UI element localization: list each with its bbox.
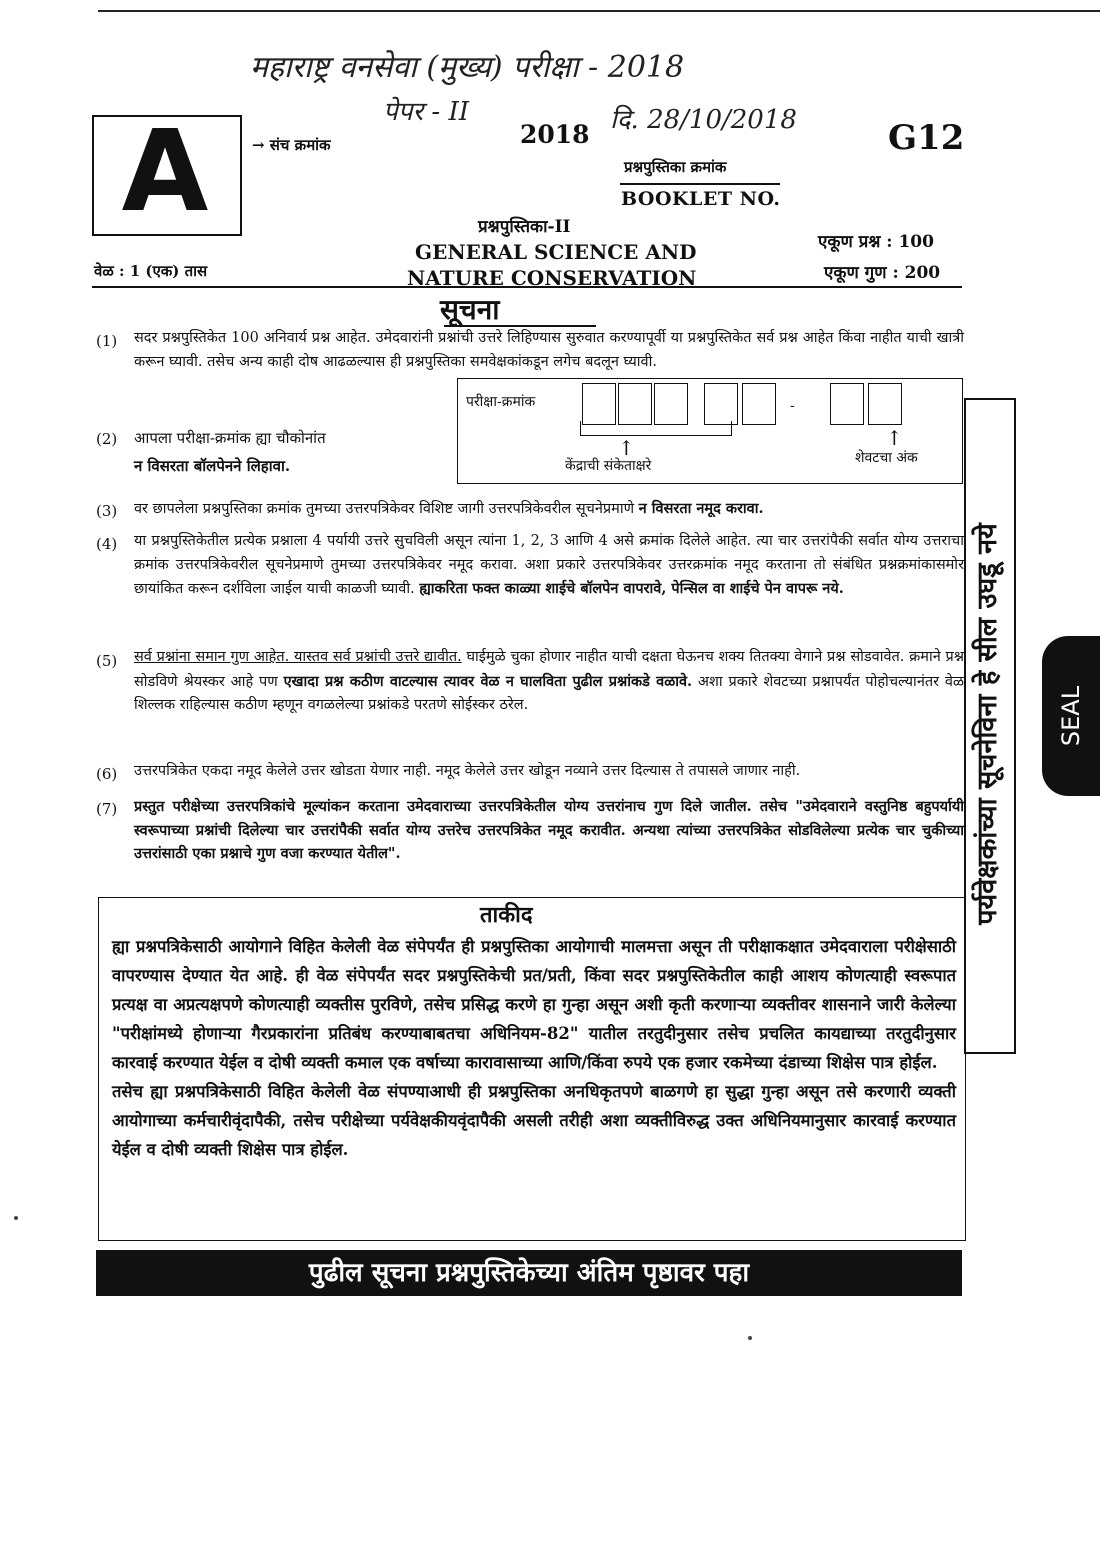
scan-speck <box>14 1216 18 1220</box>
instruction-text: सदर प्रश्नपुस्तिकेत 100 अनिवार्य प्रश्न आहेत. उमेदवारांनी प्रश्नांची उत्तरे लिहिण्यास सुरुवात करण्यापूर्वी या प्रश्नपुस्तिकेत सर्व प्रश्न आहेत किंवा नाहीत याची खात्री करून घ्यावी. तसेच अन्य काही दोष आढळल्यास ही प्रश्नपुस्तिका समवेक्षकांकडून लगेच बदलून घ्यावी. <box>134 330 964 370</box>
total-marks: एकूण गुण : 200 <box>824 263 941 283</box>
item-number: (5) <box>96 652 118 670</box>
instruction-text: वर छापलेला प्रश्नपुस्तिका क्रमांक तुमच्या उत्तरपत्रिकेवर विशिष्ट जागी उत्तरपत्रिकेवरील सूचनेप्रमाणे <box>134 501 639 517</box>
seal-instruction-text: पर्यवेक्षकांच्या सूचनेविना हे सील उघडू नये <box>972 523 1003 925</box>
instruction-text: प्रस्तुत परीक्षेच्या उत्तरपत्रिकांचे मूल्यांकन करताना उमेदवाराच्या उत्तरपत्रिकेतील योग्य उत्तरांनाच गुण दिले जातील. तसेच "उमेदवाराने वस्तुनिष्ठ बहुपर्यायी स्वरूपाच्या प्रश्नांची दिलेल्या चार उत्तरांपैकी सर्वात योग्य उत्तरेच उत्तरपत्रिकेत नमूद करावीत. अन्यथा त्यांच्या उत्तरपत्रिकेत सोडविलेल्या प्रत्येक चार चुकीच्या उत्तरांसाठी एका प्रश्नाचे गुण वजा करण्यात येतील". <box>134 798 964 862</box>
paper-code: G12 <box>888 118 965 158</box>
paper-name: प्रश्नपुस्तिका-II <box>478 217 571 237</box>
instruction-text: उत्तरपत्रिकेत एकदा नमूद केलेले उत्तर खोडता येणार नाही. नमूद केलेले उत्तर खोडून नव्याने उत्तर दिल्यास ते तपासले जाणार नाही. <box>134 763 801 779</box>
exam-year: 2018 <box>520 120 590 149</box>
footer-banner: पुढील सूचना प्रश्नपुस्तिकेच्या अंतिम पृष्ठावर पहा <box>96 1250 962 1296</box>
booklet-label-marathi: प्रश्नपुस्तिका क्रमांक <box>624 158 727 176</box>
warning-text <box>112 932 956 1164</box>
set-label: → संच क्रमांक <box>252 136 331 154</box>
instruction-item-3 <box>134 497 964 522</box>
instruction-item-6 <box>134 760 964 784</box>
item-number: (3) <box>96 502 118 520</box>
roll-number-label: परीक्षा-क्रमांक <box>466 394 536 410</box>
instruction-text: या प्रश्नपुस्तिकेतील प्रत्येक प्रश्नाला 4 पर्यायी उत्तरे सुचविली असून त्यांना 1, 2, 3 आणि 4 असे क्रमांक दिलेले आहेत. त्या चार उत्तरांपैकी सर्वात योग्य उत्तराचा क्रमांक उत्तरपत्रिकेवरील सूचनेप्रमाणे तुमच्या उत्तरपत्रिकेवर नमूद करावा. अशा प्रकारे उत्तरपत्रिकेवर उत्तरक्रमांक नमूद करताना तो संबंधित प्रश्नक्रमांकासमोर छायांकित करून दर्शविला जाईल याची काळजी घ्यावी. <box>134 533 964 597</box>
set-letter: A <box>121 107 209 237</box>
instruction-item-4 <box>134 530 964 602</box>
instruction-emphasis: एखादा प्रश्न कठीण वाटल्यास त्यावर वेळ न घालविता पुढील प्रश्नांकडे वळावे. <box>283 672 693 690</box>
subject-line-1: GENERAL SCIENCE AND <box>415 240 697 264</box>
item-number: (1) <box>96 332 118 350</box>
center-code-bracket <box>580 421 732 436</box>
arrow-up-icon: ↑ <box>618 436 635 460</box>
booklet-label-english: BOOKLET NO. <box>621 188 781 210</box>
instruction-item-7 <box>134 795 964 866</box>
instruction-text: घाईमुळे चुका होणार नाहीत याची दक्षता घेऊनच शक्य तितक्या वेगाने प्रश्न सोडवावेत. क्रमाने प्रश्न सोडविणे श्रेयस्कर आहे पण <box>134 649 964 690</box>
arrow-up-icon: ↑ <box>886 426 903 450</box>
warning-heading: ताकीद <box>480 902 533 928</box>
handwritten-paper: पेपर - II <box>383 97 470 127</box>
handwritten-exam-title: महाराष्ट्र वनसेवा (मुख्य) परीक्षा - 2018 <box>250 50 685 85</box>
instruction-item-1 <box>134 327 964 374</box>
duration: वेळ : 1 (एक) तास <box>94 262 208 280</box>
item-number: (4) <box>96 535 118 553</box>
roll-digit-cell[interactable] <box>618 383 652 425</box>
roll-digit-cell[interactable] <box>742 383 776 425</box>
item-number: (7) <box>96 800 118 818</box>
roll-digit-cell[interactable] <box>582 383 616 425</box>
scan-speck <box>748 1336 752 1340</box>
instruction-item-5 <box>134 646 964 718</box>
item-number: (6) <box>96 765 118 783</box>
handwritten-date: दि. 28/10/2018 <box>610 105 797 135</box>
instruction-underlined: सर्व प्रश्नांना समान गुण आहेत. यास्तव सर्व प्रश्नांची उत्तरे द्यावीत. <box>134 649 462 665</box>
item-number: (2) <box>96 430 118 448</box>
booklet-rule <box>620 183 780 185</box>
center-code-label: केंद्राची संकेताक्षरे <box>565 458 652 474</box>
roll-digit-cell[interactable] <box>704 383 738 425</box>
instruction-emphasis: न विसरता नमूद करावा. <box>638 500 764 517</box>
roll-digit-cell[interactable] <box>830 383 864 425</box>
header-rule <box>92 286 962 288</box>
instruction-item-2a: आपला परीक्षा-क्रमांक ह्या चौकोनांत <box>134 429 326 447</box>
roll-digit-cell[interactable] <box>868 383 902 425</box>
last-digit-label: शेवटचा अंक <box>855 450 918 466</box>
instructions-heading: सूचना <box>440 293 500 326</box>
roll-dash: - <box>790 398 795 414</box>
seal-label: SEAL <box>1057 685 1085 747</box>
warning-paragraph: तसेच ह्या प्रश्नपत्रिकेसाठी विहित केलेली वेळ संपण्याआधी ही प्रश्नपुस्तिका अनधिकृतपणे बाळगणे हा सुद्धा गुन्हा असून तसे करणारी व्यक्ती आयोगाच्या कर्मचारीवृंदापैकी, तसेच परीक्षेच्या पर्यवेक्षकीयवृंदापैकी असली तरीही अशा व्यक्तीविरुद्ध उक्त अधिनियमानुसार कारवाई करण्यात येईल व दोषी व्यक्ती शिक्षेस पात्र होईल. <box>112 1082 956 1159</box>
instruction-text: अशा प्रकारे शेवटच्या प्रश्नापर्यंत पोहोचल्यानंतर वेळ शिल्लक राहिल्यास कठीण म्हणून वगळलेल्या प्रश्नांकडे परतणे सोईस्कर ठरेल. <box>134 673 964 713</box>
subject-line-2: NATURE CONSERVATION <box>407 266 697 290</box>
top-rule <box>98 10 1100 12</box>
instruction-emphasis: ह्याकरिता फक्त काळ्या शाईचे बॉलपेन वापरावे, पेन्सिल वा शाईचे पेन वापरू नये. <box>419 580 844 597</box>
total-questions: एकूण प्रश्न : 100 <box>818 232 934 252</box>
instruction-item-2b: न विसरता बॉलपेनने लिहावा. <box>134 457 291 475</box>
roll-digit-cell[interactable] <box>654 383 688 425</box>
warning-paragraph: ह्या प्रश्नपत्रिकेसाठी आयोगाने विहित केलेली वेळ संपेपर्यंत ही प्रश्नपुस्तिका आयोगाची मालमत्ता असून ती परीक्षाकक्षात उमेदवाराला परीक्षेसाठी वापरण्यास देण्यात येत आहे. ही वेळ संपेपर्यंत सदर प्रश्नपुस्तिकेची प्रत/प्रती, किंवा सदर प्रश्नपुस्तिकेतील काही आशय कोणत्याही स्वरूपात प्रत्यक्ष वा अप्रत्यक्षपणे कोणत्याही व्यक्तीस पुरविणे, तसेच प्रसिद्ध करणे हा गुन्हा असून अशी कृती करणाऱ्या व्यक्तीवर शासनाने जारी केलेल्या "परीक्षांमध्ये होणाऱ्या गैरप्रकारांना प्रतिबंध करण्याबाबतचा अधिनियम-82" यातील तरतुदीनुसार तसेच प्रचलित कायद्याच्या तरतुदीनुसार कारवाई करण्यात येईल व दोषी व्यक्ती कमाल एक वर्षाच्या कारावासाच्या आणि/किंवा रुपये एक हजार रकमेच्या दंडाच्या शिक्षेस पात्र होईल. <box>112 937 956 1072</box>
